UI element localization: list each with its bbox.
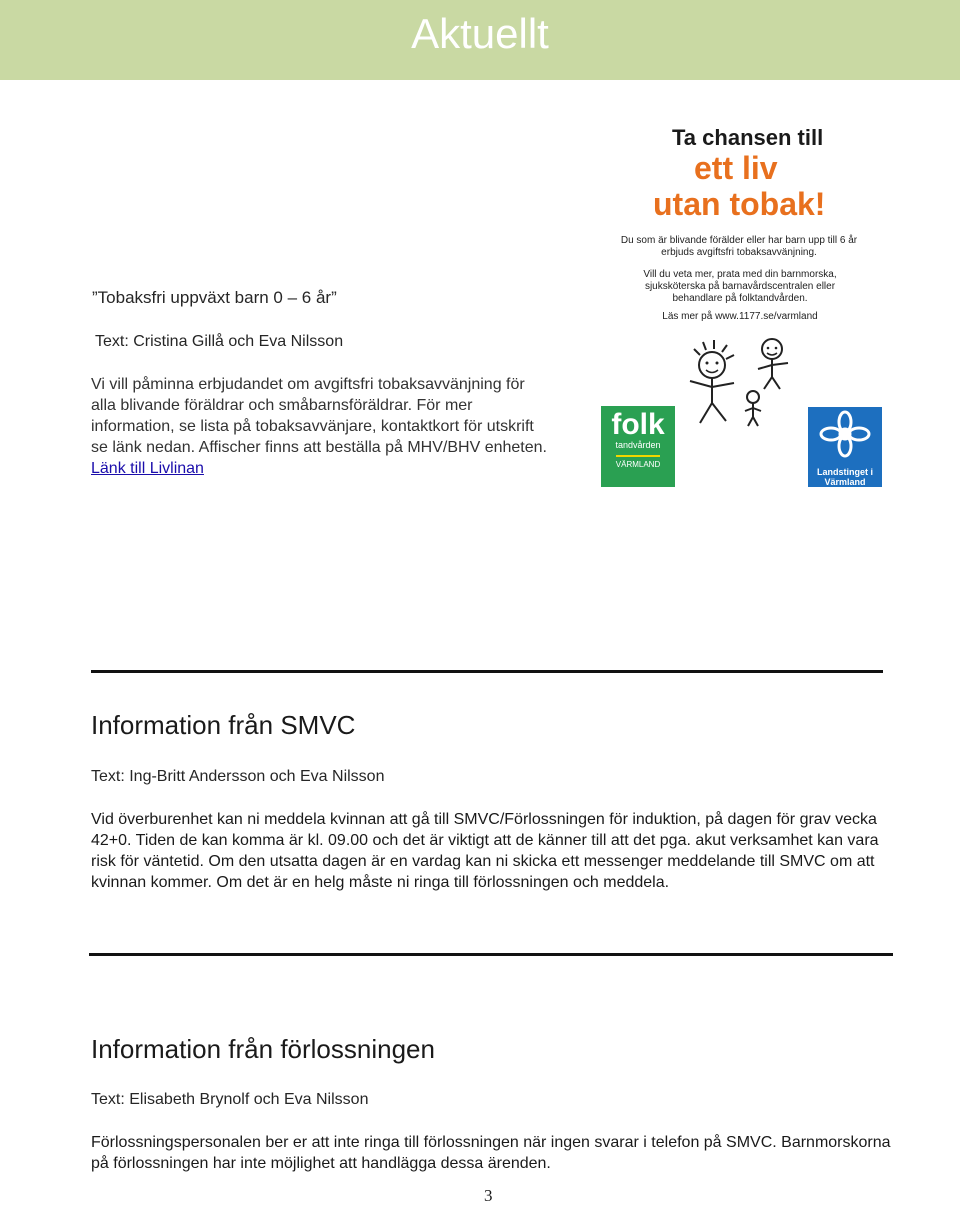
folktandvarden-logo xyxy=(601,406,675,487)
landstinget-logo xyxy=(808,407,882,487)
section-divider xyxy=(89,953,893,956)
folk-logo-bar xyxy=(616,455,660,457)
poster-text-1: Du som är blivande förälder eller har barn upp till 6 år erbjuds avgiftsfri tobaksavvänjning. xyxy=(620,235,858,258)
poster-text-3: Läs mer på www.1177.se/varmland xyxy=(662,311,818,322)
section1-heading: ”Tobaksfri uppväxt barn 0 – 6 år” xyxy=(92,288,337,307)
section1-paragraph xyxy=(91,374,551,479)
poster-text-2: Vill du veta mer, prata med din barnmorska, sjuksköterska på barnavårdscentralen eller behandlare på folktandvården. xyxy=(643,269,837,304)
section-divider xyxy=(91,670,883,673)
poster-line2: ett liv xyxy=(694,150,778,186)
page-number: 3 xyxy=(484,1186,493,1205)
livlinan-link[interactable]: Länk till Livlinan xyxy=(91,460,204,477)
poster-line3: utan tobak! xyxy=(653,186,826,222)
stick-figures-drawing xyxy=(660,335,810,435)
section2-author: Text: Ing-Britt Andersson och Eva Nilsson xyxy=(91,768,385,785)
section3-paragraph: Förlossningspersonalen ber er att inte ringa till förlossningen när ingen svarar i telefon på SMVC. Barnmorskorna på förlossningen har inte möjlighet att handlägga dessa ärenden. xyxy=(91,1134,891,1172)
folk-logo-big: folk xyxy=(611,408,665,441)
section2-paragraph: Vid överburenhet kan ni meddela kvinnan att gå till SMVC/Förlossningen för induktion, på dagen för grav vecka 42+0. Tiden de kan komma är kl. 09.00 och det är viktigt att de känner till att det pga. akut verksamhet kan vara risk för väntetid. Om den utsatta dagen är en vardag kan ni skicka ett messenger meddelande till SMVC om att kvinnan kommer. Om det är en helg måste ni ringa till förlossningen och meddela. xyxy=(91,811,879,891)
folk-logo-mid: tandvården xyxy=(615,440,661,450)
section1-author: Text: Cristina Gillå och Eva Nilsson xyxy=(95,333,344,350)
section3-author: Text: Elisabeth Brynolf och Eva Nilsson xyxy=(91,1091,369,1108)
section2-heading: Information från SMVC xyxy=(91,710,356,740)
poster-line1: Ta chansen till xyxy=(672,125,824,150)
header-banner xyxy=(0,0,960,80)
landstinget-name: Landstinget i Värmland xyxy=(817,467,873,487)
flower-icon xyxy=(819,410,871,458)
folk-logo-small: VÄRMLAND xyxy=(615,460,661,469)
page-title: Aktuellt xyxy=(411,10,549,57)
section1-text: Vi vill påminna erbjudandet om avgiftsfri tobaksavvänjning för alla blivande föräldrar och småbarnsföräldrar. För mer information, se lista på tobaksavvänjare, kontaktkort för utskrift se länk nedan. Affischer finns att beställa på MHV/BHV enheten. xyxy=(91,376,547,456)
section3-heading: Information från förlossningen xyxy=(91,1034,435,1064)
